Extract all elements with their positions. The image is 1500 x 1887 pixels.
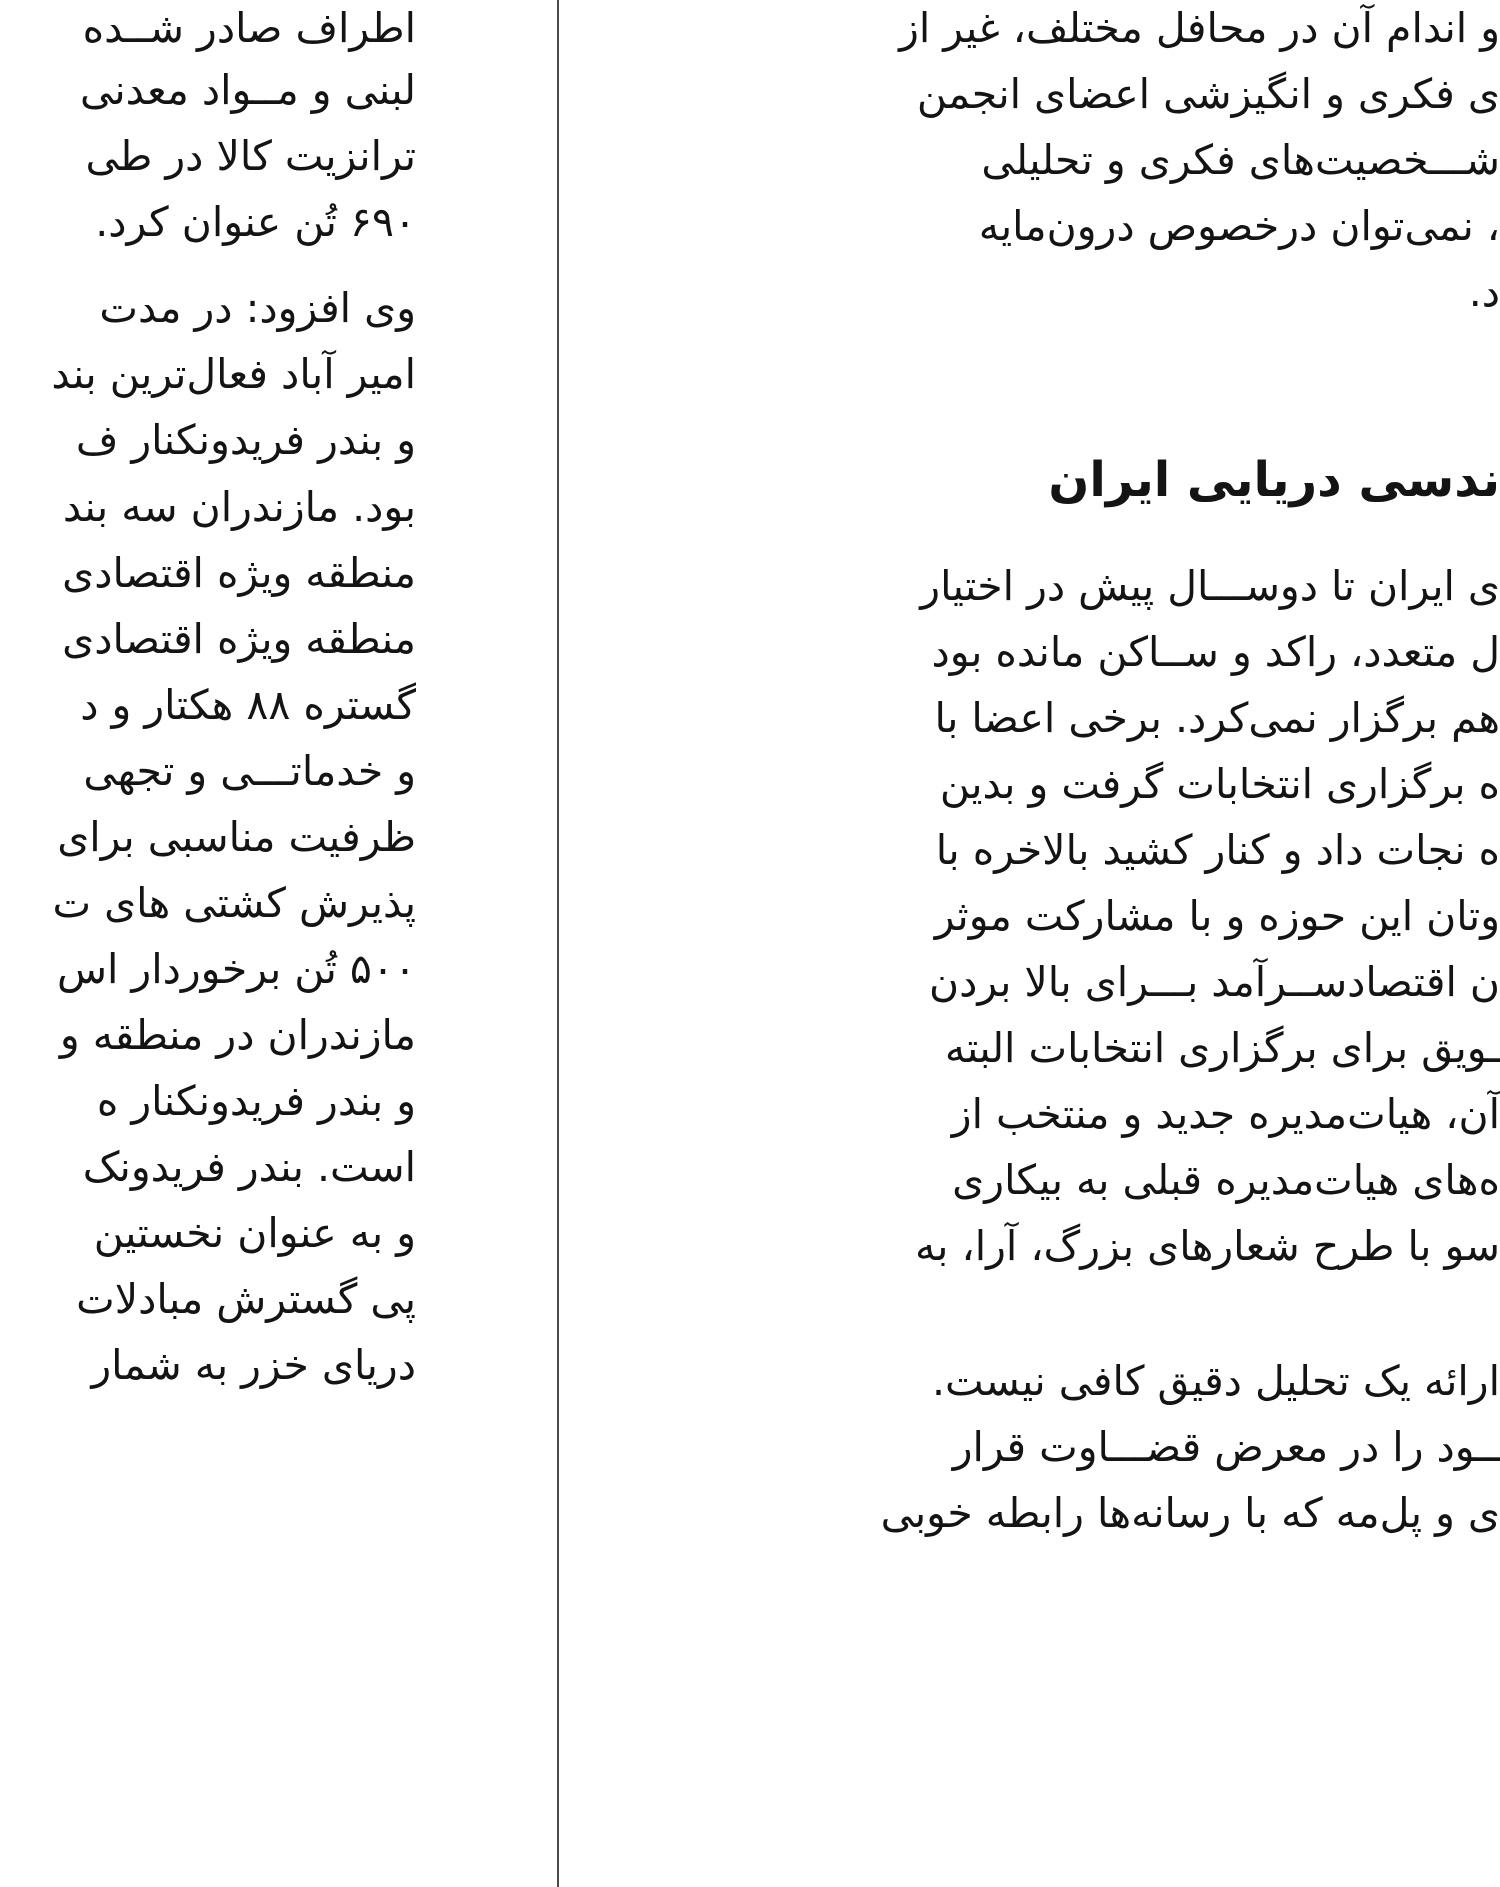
left-line: لبنی و مــواد معدنی — [80, 66, 416, 114]
right-line: ـویق برای برگزاری انتخابات البته — [944, 1024, 1500, 1072]
left-line: پی گسترش مبادلات — [76, 1275, 416, 1323]
right-line: آن، هیات‌مدیره جدید و منتخب از — [951, 1090, 1500, 1138]
left-line: ظرفیت مناسبی برای — [57, 813, 416, 861]
right-line: ــود را در معرض قضـــاوت قرار — [952, 1423, 1500, 1471]
right-line: و اندام آن در محافل مختلف، غیر از — [899, 4, 1500, 52]
right-line: ی فکری و انگیزشی اعضای انجمن — [916, 70, 1500, 118]
left-column — [0, 0, 416, 1887]
right-line: د. — [1468, 268, 1500, 316]
left-line: دریای خزر به شمار — [91, 1341, 416, 1389]
left-line: منطقه ویژه اقتصادی — [62, 615, 416, 663]
left-line: منطقه ویژه اقتصادی — [62, 549, 416, 597]
right-line: سو با طرح شعارهای بزرگ، آرا، به — [915, 1222, 1500, 1270]
right-line: ی و پل‌مه که با رسانه‌ها رابطه خوبی — [880, 1489, 1500, 1537]
left-line: ۵۰۰ تُن برخوردار اس — [56, 945, 416, 993]
right-line: ه برگزاری انتخابات گرفت و بدین — [939, 760, 1500, 808]
left-line: و بندر فریدونکنار ف — [75, 416, 416, 464]
left-line: وی افزود: در مدت — [99, 284, 416, 332]
right-column — [800, 0, 1500, 1887]
right-line: هم برگزار نمی‌کرد. برخی اعضا با — [934, 694, 1500, 742]
left-line: است. بندر فریدونک — [82, 1143, 416, 1191]
left-line: پذیرش کشتی های ت — [52, 879, 416, 927]
left-line: بود. مازندران سه بند — [62, 483, 416, 531]
right-line: ، نمی‌توان درخصوص درون‌مایه — [978, 202, 1500, 250]
right-line: ل متعدد، راکد و ســاکن مانده بود — [931, 628, 1500, 676]
right-line: ه‌های هیات‌مدیره قبلی به بیکاری — [952, 1156, 1500, 1204]
right-line: شـــخصیت‌های فکری و تحلیلی — [981, 136, 1500, 184]
section-heading: ندسی دریایی ایران — [1048, 452, 1500, 508]
left-line: مازندران در منطقه و — [59, 1011, 416, 1059]
column-divider — [557, 0, 559, 1887]
right-line: وتان این حوزه و با مشارکت موثر — [934, 892, 1500, 940]
right-line: ارائه یک تحلیل دقیق کافی نیست. — [932, 1357, 1500, 1405]
left-line: گستره ۸۸ هکتار و د — [80, 681, 416, 729]
left-line: و بندر فریدونکنار ه — [96, 1077, 416, 1125]
right-line: ه نجات داد و کنار کشید بالاخره با — [935, 826, 1500, 874]
left-line: ۶۹۰ تُن عنوان کرد. — [95, 198, 416, 246]
left-line: اطراف صادر شــده — [82, 4, 416, 52]
right-line: ی ایران تا دوســـال پیش در اختیار — [920, 562, 1500, 610]
left-line: و خدماتـــی و تجهی — [83, 747, 416, 795]
left-line: ترانزیت کالا در طی — [85, 132, 416, 180]
left-line: و به عنوان نخستین — [93, 1209, 416, 1257]
right-line: ن اقتصادســرآمد بـــرای بالا بردن — [928, 958, 1500, 1006]
left-line: امیر آباد فعال‌ترین بند — [51, 350, 416, 398]
